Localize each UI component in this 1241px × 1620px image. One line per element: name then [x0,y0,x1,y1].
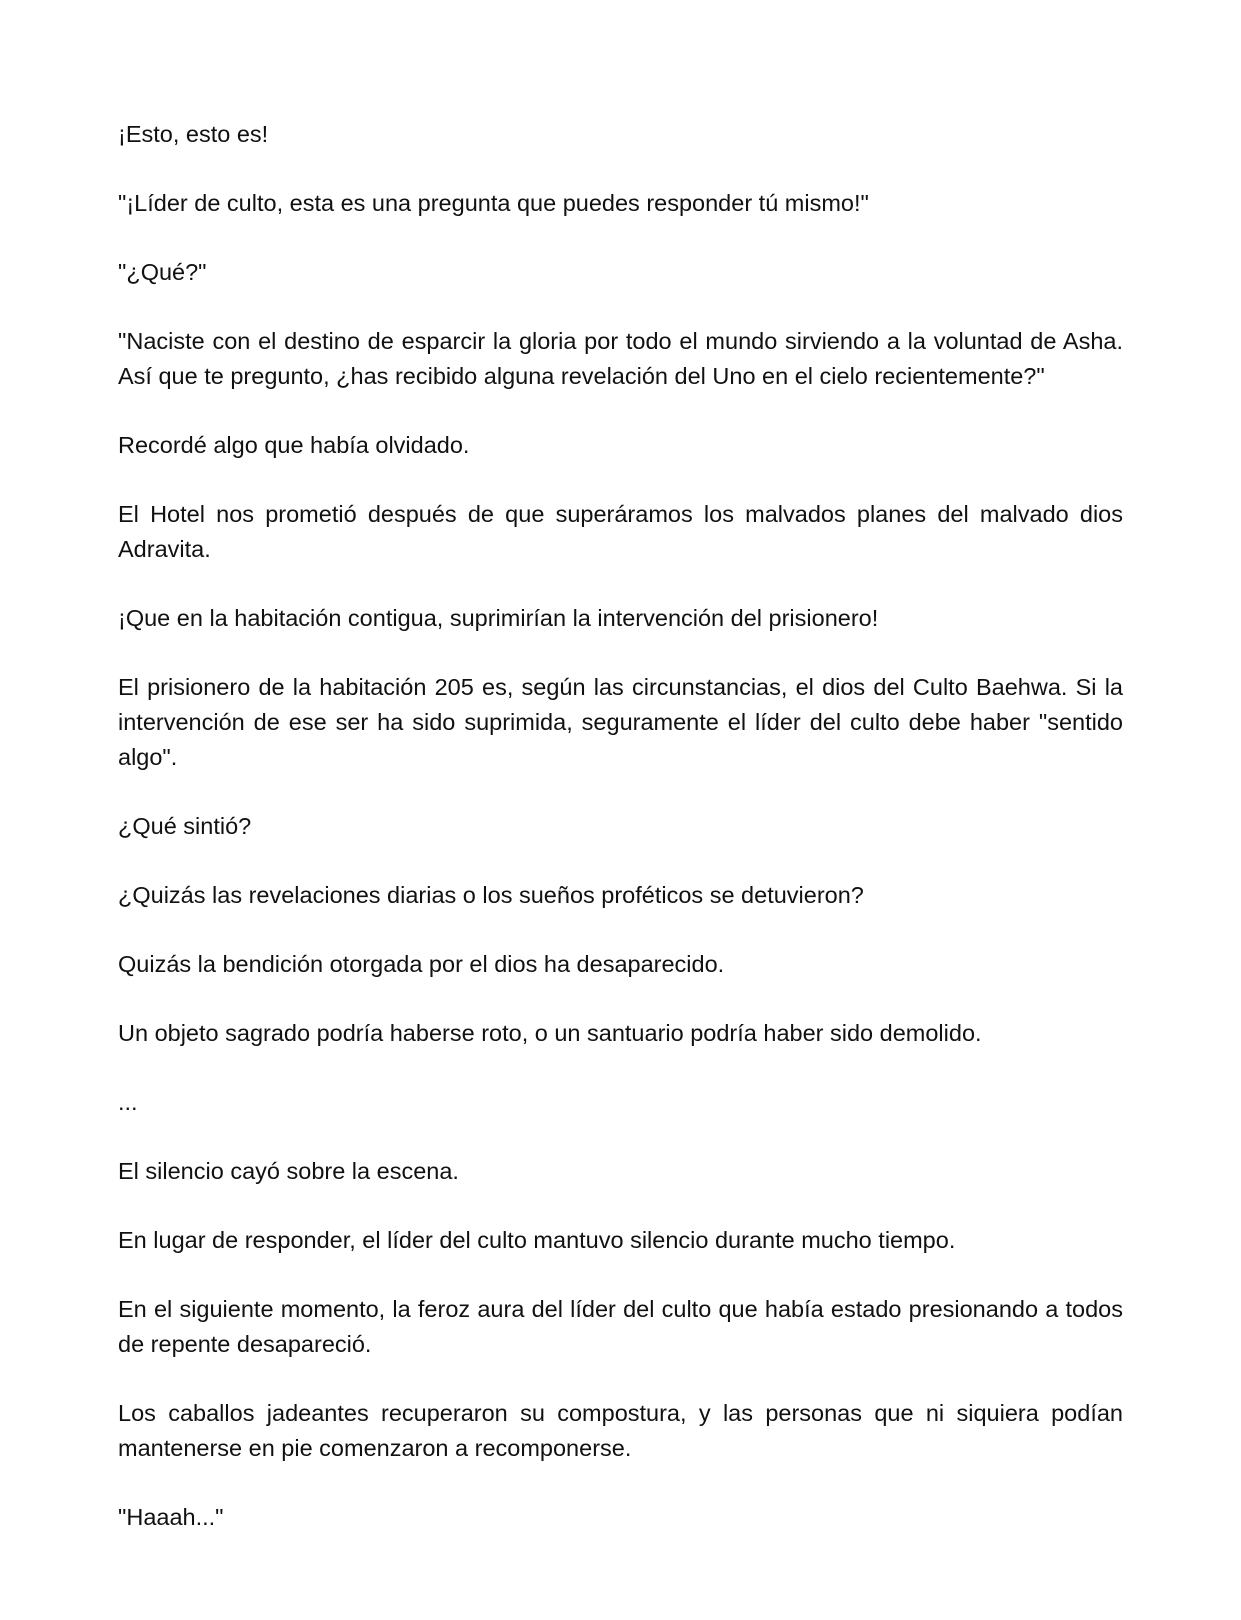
paragraph: En lugar de responder, el líder del culto mantuvo silencio durante mucho tiempo. [118,1227,956,1253]
paragraph: Los caballos jadeantes recuperaron su compostura, y las personas que ni siquiera podían mantenerse en pie comenzaron a recomponerse. [118,1400,1123,1461]
paragraph: ¡Que en la habitación contigua, suprimirían la intervención del prisionero! [118,605,879,631]
paragraph: "Haaah..." [118,1504,224,1530]
paragraph: Recordé algo que había olvidado. [118,432,470,458]
paragraph: ¡Esto, esto es! [118,121,269,147]
paragraph: "¡Líder de culto, esta es una pregunta que puedes responder tú mismo!" [118,190,869,216]
paragraph: El Hotel nos prometió después de que superáramos los malvados planes del malvado dios Adravita. [118,501,1123,562]
paragraph: "Naciste con el destino de esparcir la gloria por todo el mundo sirviendo a la voluntad de Asha. Así que te pregunto, ¿has recibido alguna revelación del Uno en el cielo recientemente?" [118,328,1123,389]
paragraph: El silencio cayó sobre la escena. [118,1158,459,1184]
paragraph: "¿Qué?" [118,259,207,285]
paragraph: ... [118,1089,138,1115]
paragraph: ¿Quizás las revelaciones diarias o los sueños proféticos se detuvieron? [118,882,864,908]
document-body [118,117,1123,1569]
paragraph: En el siguiente momento, la feroz aura del líder del culto que había estado presionando a todos de repente desapareció. [118,1296,1123,1357]
paragraph: Un objeto sagrado podría haberse roto, o un santuario podría haber sido demolido. [118,1020,982,1046]
paragraph: El prisionero de la habitación 205 es, según las circunstancias, el dios del Culto Baehwa. Si la intervención de ese ser ha sido suprimida, seguramente el líder del culto debe haber "sentido algo". [118,674,1123,770]
paragraph: Quizás la bendición otorgada por el dios ha desaparecido. [118,951,725,977]
paragraph: ¿Qué sintió? [118,813,252,839]
